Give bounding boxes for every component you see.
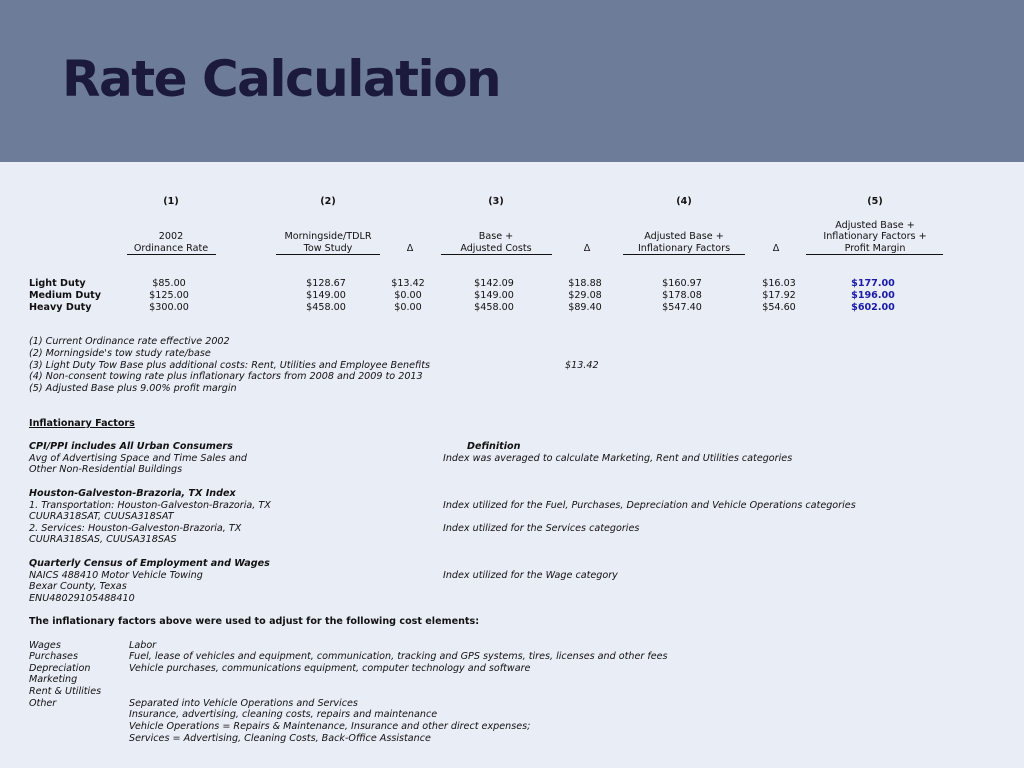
cost-extra-2: Vehicle Operations = Repairs & Maintenance, Insurance and other direct expenses; <box>129 721 531 732</box>
col4-header-line2: Inflationary Factors <box>637 243 731 254</box>
qcew-line-1: NAICS 488410 Motor Vehicle Towing <box>29 570 203 581</box>
delta-header-1: Δ <box>406 243 414 254</box>
title-banner <box>0 0 1024 162</box>
final-rate-heavy: $602.00 <box>851 302 895 313</box>
houston-definition-1: Index utilized for the Fuel, Purchases, Depreciation and Vehicle Operations categories <box>443 500 856 511</box>
houston-line-2: CUURA318SAT, CUUSA318SAT <box>29 511 174 522</box>
cost-value-wages: Labor <box>129 640 157 651</box>
col5-header-line2: Inflationary Factors + <box>823 231 927 242</box>
inflation-heading: Inflationary Factors <box>29 418 135 429</box>
cell: $13.42 <box>391 278 425 289</box>
row-label-heavy: Heavy Duty <box>29 302 92 313</box>
col-num-2: (2) <box>320 196 336 207</box>
cell: $85.00 <box>152 278 186 289</box>
houston-definition-2: Index utilized for the Services categories <box>443 523 640 534</box>
cost-value-purchases: Fuel, lease of vehicles and equipment, communication, tracking and GPS systems, tires, licenses and other fees <box>129 651 668 662</box>
cell: $458.00 <box>306 302 346 313</box>
houston-line-3: 2. Services: Houston-Galveston-Brazoria, TX <box>29 523 242 534</box>
cost-label-marketing: Marketing <box>29 674 78 685</box>
definition-header: Definition <box>467 441 521 452</box>
cost-value-other: Separated into Vehicle Operations and Services <box>129 698 358 709</box>
col-num-3: (3) <box>488 196 504 207</box>
cell: $178.08 <box>662 290 702 301</box>
cost-label-rent-utilities: Rent & Utilities <box>29 686 102 697</box>
col1-header-line1: 2002 <box>158 231 184 242</box>
final-rate-light: $177.00 <box>851 278 895 289</box>
qcew-title: Quarterly Census of Employment and Wages <box>29 558 270 569</box>
col2-header-line1: Morningside/TDLR <box>284 231 372 242</box>
houston-line-1: 1. Transportation: Houston-Galveston-Brazoria, TX <box>29 500 271 511</box>
cell: $149.00 <box>306 290 346 301</box>
cell: $128.67 <box>306 278 346 289</box>
cell: $16.03 <box>762 278 796 289</box>
cell: $29.08 <box>568 290 602 301</box>
note-5: (5) Adjusted Base plus 9.00% profit margin <box>29 383 237 394</box>
cell: $149.00 <box>474 290 514 301</box>
cost-heading: The inflationary factors above were used to adjust for the following cost elements: <box>29 616 480 627</box>
houston-line-4: CUURA318SAS, CUUSA318SAS <box>29 534 177 545</box>
cell: $300.00 <box>149 302 189 313</box>
qcew-line-2: Bexar County, Texas <box>29 581 127 592</box>
cell: $125.00 <box>149 290 189 301</box>
cpi-definition: Index was averaged to calculate Marketing, Rent and Utilities categories <box>443 453 793 464</box>
houston-title: Houston-Galveston-Brazoria, TX Index <box>29 488 236 499</box>
row-label-medium: Medium Duty <box>29 290 102 301</box>
col-num-5: (5) <box>867 196 883 207</box>
cpi-line-1: Avg of Advertising Space and Time Sales and <box>29 453 248 464</box>
col-num-4: (4) <box>676 196 692 207</box>
col4-underline <box>623 254 745 255</box>
cpi-title: CPI/PPI includes All Urban Consumers <box>29 441 233 452</box>
col3-header-line2: Adjusted Costs <box>460 243 532 254</box>
cell: $17.92 <box>762 290 796 301</box>
cost-label-other: Other <box>29 698 57 709</box>
col3-header-line1: Base + <box>478 231 514 242</box>
col3-underline <box>441 254 552 255</box>
col4-header-line1: Adjusted Base + <box>644 231 724 242</box>
qcew-line-3: ENU48029105488410 <box>29 593 135 604</box>
cell: $547.40 <box>662 302 702 313</box>
note-3: (3) Light Duty Tow Base plus additional costs: Rent, Utilities and Employee Benefits <box>29 360 430 371</box>
col5-header-line3: Profit Margin <box>844 243 906 254</box>
cell: $142.09 <box>474 278 514 289</box>
cpi-line-2: Other Non-Residential Buildings <box>29 464 183 475</box>
cell: $18.88 <box>568 278 602 289</box>
note-3-value: $13.42 <box>565 360 599 371</box>
cost-extra-1: Insurance, advertising, cleaning costs, repairs and maintenance <box>129 709 438 720</box>
row-label-light: Light Duty <box>29 278 86 289</box>
cost-value-depreciation: Vehicle purchases, communications equipment, computer technology and software <box>129 663 531 674</box>
col2-header-line2: Tow Study <box>303 243 353 254</box>
cell: $54.60 <box>762 302 796 313</box>
col2-underline <box>276 254 380 255</box>
cell: $89.40 <box>568 302 602 313</box>
cost-label-purchases: Purchases <box>29 651 78 662</box>
cell: $458.00 <box>474 302 514 313</box>
cost-label-wages: Wages <box>29 640 61 651</box>
note-2: (2) Morningside's tow study rate/base <box>29 348 211 359</box>
cell: $0.00 <box>394 290 422 301</box>
note-4: (4) Non-consent towing rate plus inflationary factors from 2008 and 2009 to 2013 <box>29 371 423 382</box>
col1-header-line2: Ordinance Rate <box>133 243 209 254</box>
cost-extra-3: Services = Advertising, Cleaning Costs, Back-Office Assistance <box>129 733 431 744</box>
delta-header-3: Δ <box>772 243 780 254</box>
final-rate-medium: $196.00 <box>851 290 895 301</box>
cell: $0.00 <box>394 302 422 313</box>
col5-header-line1: Adjusted Base + <box>835 220 915 231</box>
cell: $160.97 <box>662 278 702 289</box>
col-num-1: (1) <box>163 196 179 207</box>
page-title: Rate Calculation <box>62 50 501 108</box>
col1-underline <box>127 254 216 255</box>
note-1: (1) Current Ordinance rate effective 2002 <box>29 336 230 347</box>
cost-label-depreciation: Depreciation <box>29 663 91 674</box>
col5-underline <box>806 254 943 255</box>
delta-header-2: Δ <box>583 243 591 254</box>
qcew-definition: Index utilized for the Wage category <box>443 570 618 581</box>
